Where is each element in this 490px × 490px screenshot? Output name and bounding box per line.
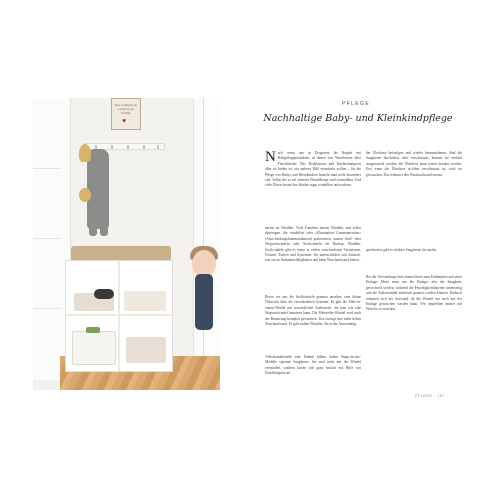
peg (143, 145, 145, 149)
text-column-right (366, 275, 462, 313)
onesie-leg (100, 208, 108, 236)
section-kicker: PFLEGE (341, 101, 371, 107)
text-column-left (265, 355, 361, 377)
shelf-divider (118, 261, 120, 371)
heart-icon: ♥ (122, 117, 127, 125)
text-column-right (366, 151, 462, 178)
text-column-left (265, 151, 361, 192)
nursery-photo (33, 98, 220, 390)
fabric-bin (124, 291, 166, 311)
paragraph: spielsweise gibt es stärkere Saugkerne für nachts. (366, 248, 438, 252)
cloth-diaper-stack (126, 337, 166, 363)
drop-cap: N (265, 149, 276, 165)
wall-sign-text: Das wichtigste im Leben ist die Familie (115, 103, 137, 115)
knit-bib (79, 188, 91, 202)
paragraph: Allesinsmallerteile eine Einheit bilden, haben Snaps-in-one-Modelle separate Saugkerne. Sie sind nicht mit der Windel verbunden, sondern lassen sich ganz einfach mit Hilfe von Druckknöpfen an (265, 355, 361, 376)
knit-hat (79, 144, 91, 162)
text-column-left (265, 226, 361, 264)
peg (111, 145, 113, 149)
wardrobe-seam (33, 308, 60, 309)
wardrobe-seam (33, 168, 60, 169)
wire-basket (72, 331, 116, 365)
wardrobe (33, 98, 61, 380)
child-body (195, 274, 213, 330)
paragraph: Bei der Verwendung eines Innenvlieses zum Einknöpfen und einer Einlage: Meist muss nur die Einlage, also der Saugkern, gewechselt werden, während die Feuchtigkeitsbarriere innenseitig und die Außenwindel mehrfach genutzt werden können. Dadurch reduziert sich der Aufwand, da die Windel nur noch mit der Einlage gewaschen werden kann. Wir empfehlen immer mit Wäsche zu waschen. (366, 275, 462, 312)
green-toy (86, 327, 100, 333)
onesie-leg (89, 208, 97, 236)
text-column-left (265, 295, 361, 327)
shelf-divider (66, 314, 172, 316)
page-title: Nachhaltige Baby- und Kleinkindpflege (263, 113, 453, 124)
cube-shelf (65, 260, 173, 372)
paragraph: Bevor wir uns die Stoffwindeln genauer ansehen, eine kleine Übersicht über die verschiedenen Systeme: Es gibt die Alles-in-einem-Windel mit wasserdichter Außenseite, die man wie eine Wegwerfwindel benutzen kann. Die Mehrteiler-Windel wird nach der Benutzung komplett gewaschen. Das erzeugt eine mehr hohen Waschaufwand. Es gibt zudem Windeln, die in der Anwendung. (265, 295, 361, 327)
page-number: PFLEGE · 157 (415, 394, 445, 398)
paragraph: der Überhose befestigen und wieder herausnehmen. Sind die Saugkerne durchnässt oder verschmutzt, können sie einfach ausgetauscht werden, die Überhose kann weiter benutzt werden. Erst wenn die Überhose sichtbar verschmutzt ist, wird sie gewaschen. Das reduziert den Waschaufwand enorm. (366, 151, 462, 177)
wardrobe-seam (33, 238, 60, 239)
wall-sign (111, 98, 141, 130)
text-column-right (366, 248, 462, 253)
paragraph-text: ach wenn uns in Drogerien die Regale mit Babypflegeprodukten, in denen von Wundcreme über Feuchttücher, Öle, Bodylotions und Kindershampoos alles zu finden ist, ein anderes Bild vermitteln wollen – für die Pflege von Babys und Kleinkindern braucht man nicht besonders viel. Selbst die so oft zitierten Windelberge sind vermeidbar. Und viele Eltern lassen ihre Kinder sogar windelfrei aufwachsen. (265, 151, 361, 188)
dark-hat (94, 289, 114, 299)
paragraph: nächst an Windeln. Viele Familien nutzen Windeln, und selbst diejenigen, die windelfrei oder »Elimination Communication« (Ausscheidungskommunikation) praktizieren, nutzen Stoff- oder Wegwerfwindeln oder Stoffwindeln als Backup. Windeln, Stoffwindeln gibt es heute in vielen verschiedenen Variationen, Formen, Farben und Systemen. Sie unterscheiden sich dadurch, was sie an Aufnahmefähigkeiten und beim Waschaufwand bieten. (265, 226, 361, 263)
peg (157, 145, 159, 149)
paragraph (265, 151, 361, 189)
peg (127, 145, 129, 149)
